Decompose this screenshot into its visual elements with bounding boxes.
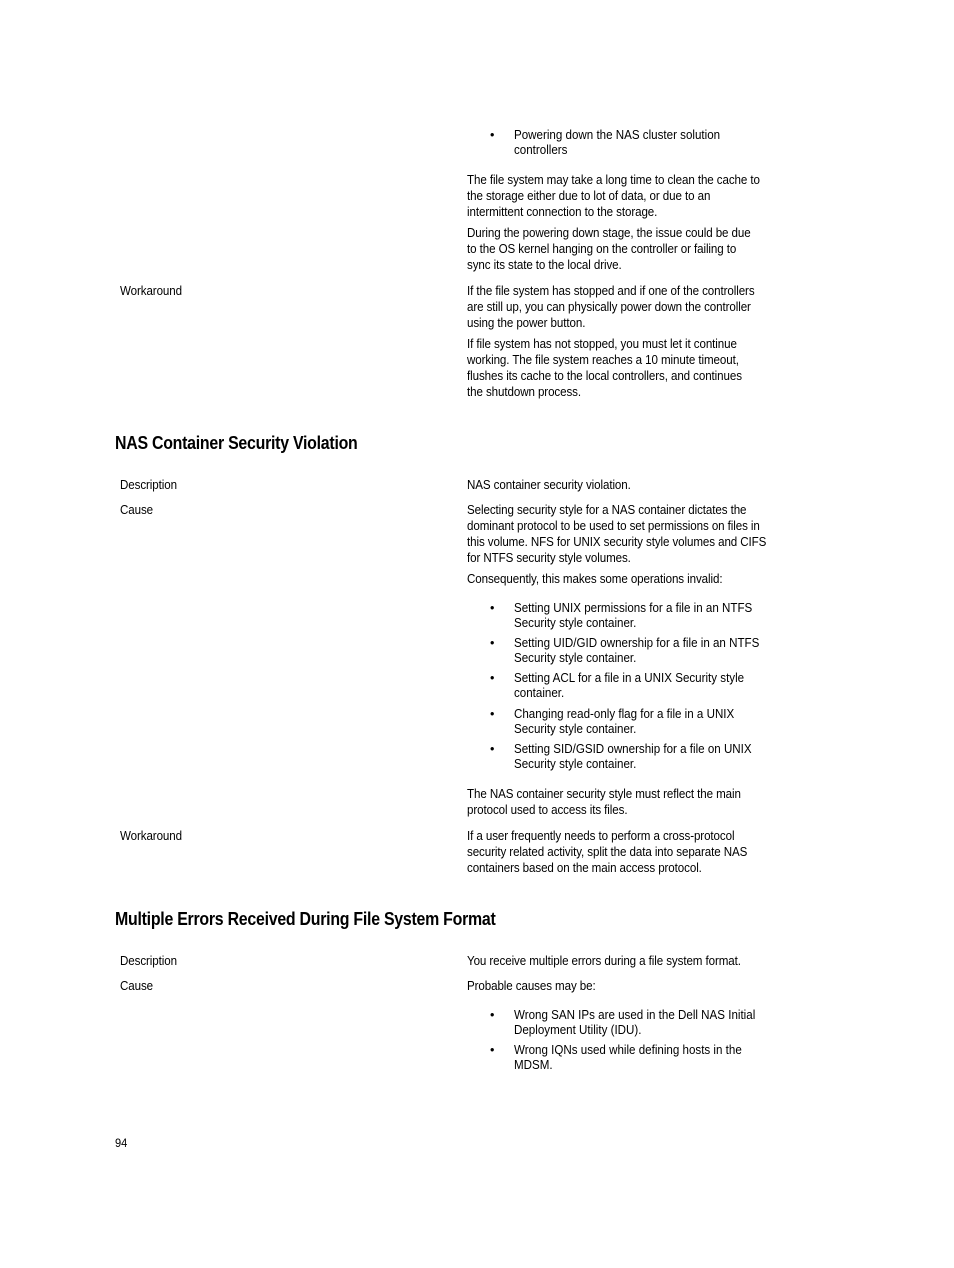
description-text: NAS container security violation. <box>467 478 631 492</box>
bullet-glyph: • <box>490 636 495 650</box>
bullet-glyph: • <box>490 742 495 756</box>
description-label: Description <box>120 478 177 492</box>
workaround-paragraph: If the file system has stopped and if one of the controllers are still up, you can physically power down the controller using the power button. <box>467 284 755 330</box>
description-label: Description <box>120 954 177 968</box>
bullet-glyph: • <box>490 601 495 615</box>
workaround-label: Workaround <box>120 829 182 843</box>
section-heading: NAS Container Security Violation <box>115 432 358 453</box>
bullet-glyph: • <box>490 1008 495 1022</box>
cause-label: Cause <box>120 979 154 993</box>
bullet-item: Setting UNIX permissions for a file in an NTFS Security style container. <box>514 601 753 630</box>
intro-paragraph: The file system may take a long time to clean the cache to the storage either due to lot of data, or due to an intermittent connection to the storage. <box>467 173 760 219</box>
bullet-item: Setting UID/GID ownership for a file in an NTFS Security style container. <box>514 636 760 665</box>
cause-summary: The NAS container security style must reflect the main protocol used to access its files. <box>467 787 741 817</box>
bullet-item: Powering down the NAS cluster solution controllers <box>514 128 721 157</box>
cause-label: Cause <box>120 503 154 517</box>
page-number: 94 <box>115 1136 128 1150</box>
section-heading: Multiple Errors Received During File System Format <box>115 908 496 929</box>
workaround-paragraph: If file system has not stopped, you must let it continue working. The file system reaches a 10 minute timeout, flushes its cache to the local controllers, and continues the shutdown process. <box>467 337 742 399</box>
bullet-glyph: • <box>490 128 495 142</box>
workaround-paragraph: If a user frequently needs to perform a cross-protocol security related activity, split the data into separate NAS containers based on the main access protocol. <box>467 829 748 875</box>
bullet-item: Wrong SAN IPs are used in the Dell NAS Initial Deployment Utility (IDU). <box>514 1008 756 1037</box>
intro-paragraph: During the powering down stage, the issue could be due to the OS kernel hanging on the controller or failing to sync its state to the local drive. <box>467 226 751 272</box>
bullet-glyph: • <box>490 1043 495 1057</box>
bullet-item: Setting SID/GSID ownership for a file on UNIX Security style container. <box>514 742 752 771</box>
bullet-item: Wrong IQNs used while defining hosts in the MDSM. <box>514 1043 742 1072</box>
workaround-label: Workaround <box>120 284 182 298</box>
description-text: You receive multiple errors during a file system format. <box>467 954 741 968</box>
bullet-item: Setting ACL for a file in a UNIX Security style container. <box>514 671 745 700</box>
bullet-item: Changing read-only flag for a file in a UNIX Security style container. <box>514 707 735 736</box>
cause-paragraph: Selecting security style for a NAS container dictates the dominant protocol to be used to set permissions on files in this volume. NFS for UNIX security style volumes and CIFS for NTFS security style volumes. <box>467 503 767 565</box>
bullet-glyph: • <box>490 707 495 721</box>
cause-paragraph: Probable causes may be: <box>467 979 596 993</box>
bullet-glyph: • <box>490 671 495 685</box>
cause-paragraph: Consequently, this makes some operations invalid: <box>467 572 723 586</box>
